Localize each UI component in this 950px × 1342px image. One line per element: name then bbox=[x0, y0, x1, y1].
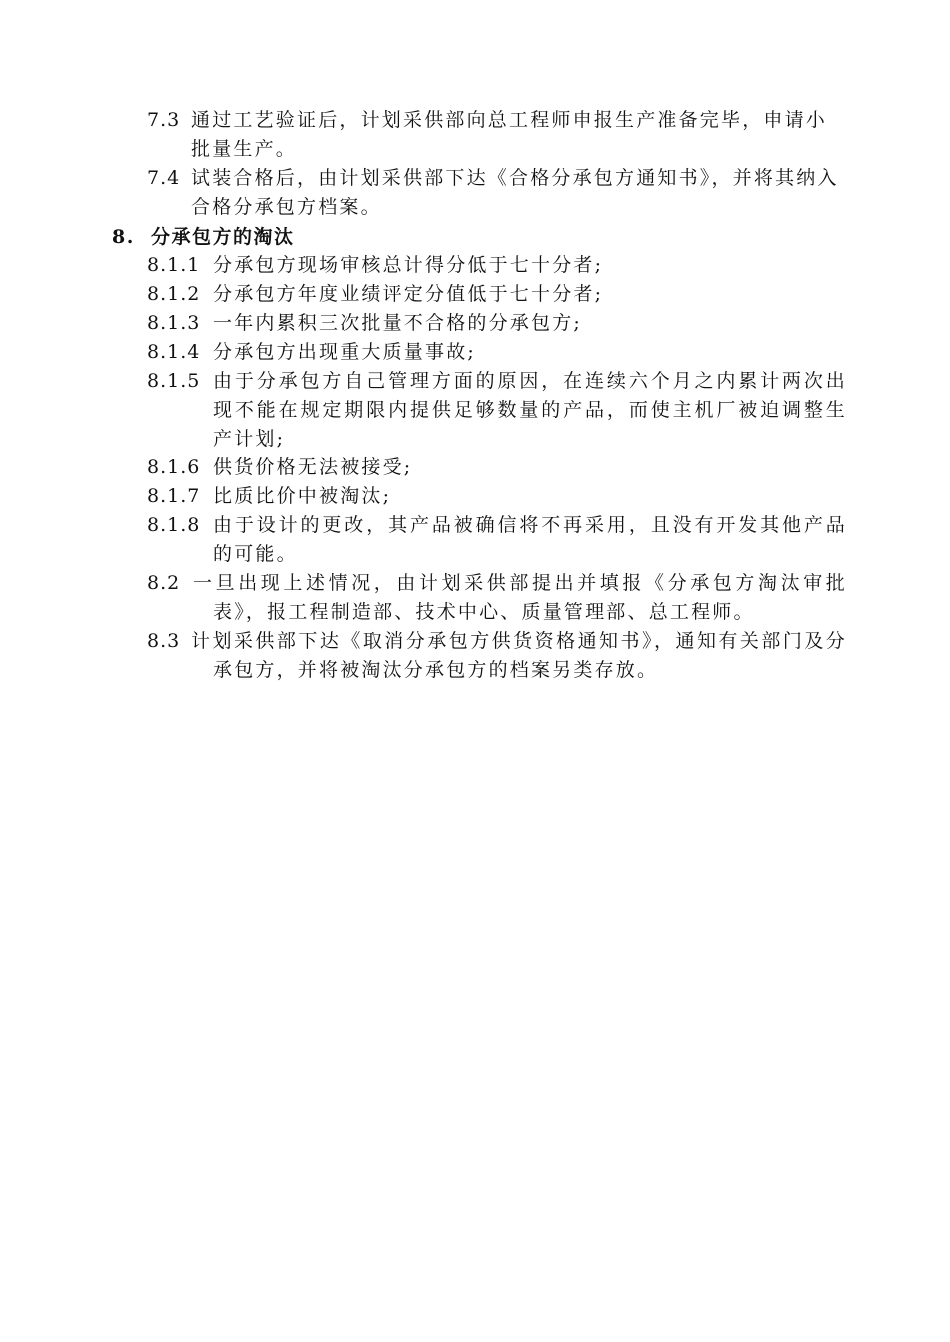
clause-number: 7.4 bbox=[147, 167, 181, 189]
clause-text: 由于设计的更改，其产品被确信将不再采用，且没有开发其他产品的可能。 bbox=[213, 514, 847, 565]
clause-text: 一旦出现上述情况，由计划采供部提出并填报《分承包方淘汰审批表》，报工程制造部、技术中心、质量管理部、总工程师。 bbox=[193, 572, 847, 623]
clause-text: 一年内累积三次批量不合格的分承包方; bbox=[213, 312, 583, 334]
clause-number: 8.1.4 bbox=[147, 341, 201, 363]
clause-text: 分承包方现场审核总计得分低于七十分者; bbox=[213, 254, 604, 276]
clause-8-1-4 bbox=[147, 338, 847, 367]
clause-text: 通过工艺验证后，计划采供部向总工程师申报生产准备完毕，申请小批量生产。 bbox=[191, 109, 828, 160]
section-number: 8. bbox=[112, 226, 135, 248]
clause-7-3 bbox=[147, 106, 847, 164]
clause-text: 分承包方出现重大质量事故; bbox=[213, 341, 477, 363]
clause-8-3 bbox=[147, 627, 847, 685]
clause-text: 比质比价中被淘汰; bbox=[213, 485, 392, 507]
clause-7-4 bbox=[147, 164, 847, 222]
clause-8-1-1 bbox=[147, 251, 847, 280]
clause-8-1-2 bbox=[147, 280, 847, 309]
clause-number: 8.1.3 bbox=[147, 312, 201, 334]
clause-8-1-6 bbox=[147, 453, 847, 482]
clause-number: 8.1.7 bbox=[147, 485, 201, 507]
clause-text: 由于分承包方自己管理方面的原因，在连续六个月之内累计两次出现不能在规定期限内提供足够数量的产品，而使主机厂被迫调整生产计划; bbox=[213, 370, 847, 450]
clause-number: 8.1.8 bbox=[147, 514, 201, 536]
clause-number: 8.1.5 bbox=[147, 370, 201, 392]
clause-number: 8.1.2 bbox=[147, 283, 201, 305]
section-title: 分承包方的淘汰 bbox=[150, 226, 295, 248]
clause-8-1-3 bbox=[147, 309, 847, 338]
clause-number: 8.1.6 bbox=[147, 456, 201, 478]
clause-8-1-5 bbox=[147, 367, 847, 454]
section-heading bbox=[112, 222, 294, 252]
clause-text: 试装合格后，由计划采供部下达《合格分承包方通知书》，并将其纳入合格分承包方档案。 bbox=[191, 167, 839, 218]
clause-text: 计划采供部下达《取消分承包方供货资格通知书》，通知有关部门及分承包方，并将被淘汰分承包方的档案另类存放。 bbox=[191, 630, 847, 681]
clause-8-1-7 bbox=[147, 482, 847, 511]
clause-text: 分承包方年度业绩评定分值低于七十分者; bbox=[213, 283, 604, 305]
clause-number: 8.3 bbox=[147, 630, 181, 652]
clause-text: 供货价格无法被接受; bbox=[213, 456, 413, 478]
clause-number: 7.3 bbox=[147, 109, 181, 131]
clause-number: 8.2 bbox=[147, 572, 181, 594]
clause-number: 8.1.1 bbox=[147, 254, 201, 276]
clause-8-2 bbox=[147, 569, 847, 627]
clause-8-1-8 bbox=[147, 511, 847, 569]
